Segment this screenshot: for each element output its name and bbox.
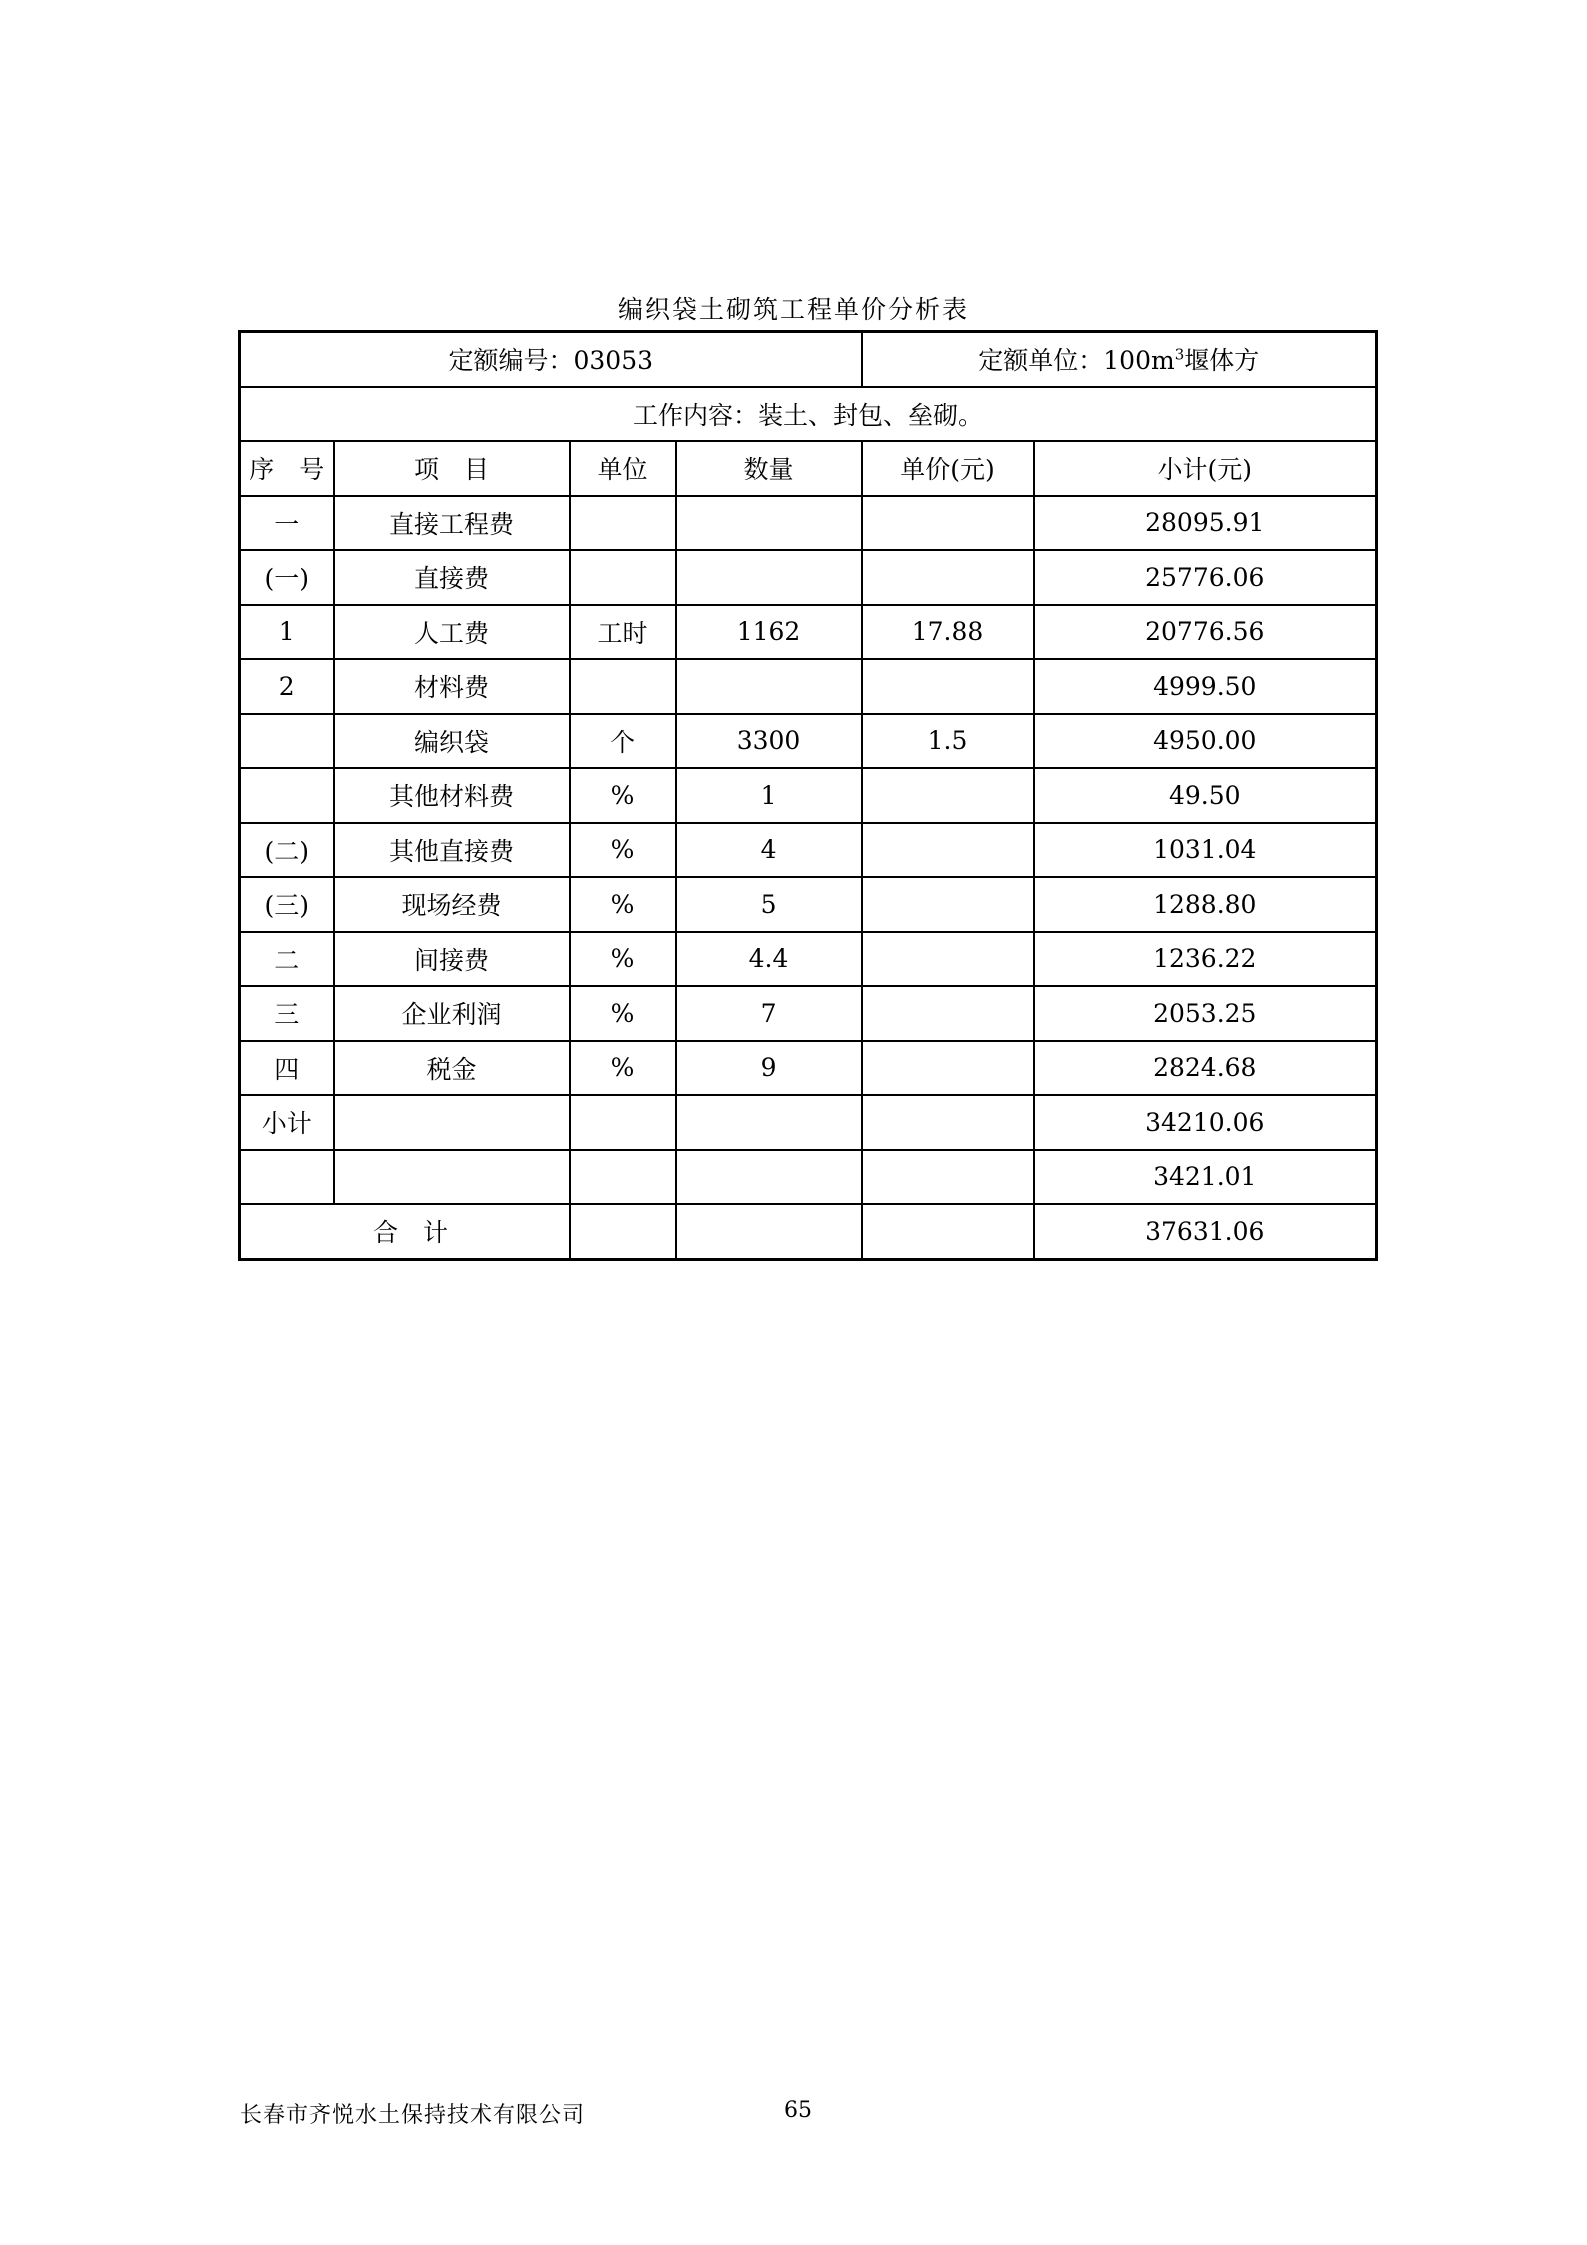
subtotal-cell: 2053.25: [1034, 986, 1377, 1041]
qty-cell: 5: [676, 877, 862, 932]
qty-cell: 1162: [676, 605, 862, 660]
unit-cell: [570, 659, 676, 714]
subtotal-cell: 3421.01: [1034, 1150, 1377, 1205]
item-cell: 其他直接费: [334, 823, 570, 878]
item-cell: 直接费: [334, 550, 570, 605]
subtotal-cell: 4999.50: [1034, 659, 1377, 714]
item-cell: 编织袋: [334, 714, 570, 769]
subtotal-cell: 4950.00: [1034, 714, 1377, 769]
qty-cell: 4.4: [676, 932, 862, 987]
quota-unit-suffix: 堰体方: [1184, 346, 1260, 376]
item-cell: 企业利润: [334, 986, 570, 1041]
unit-price-analysis-table: [238, 330, 1378, 1261]
item-cell: 人工费: [334, 605, 570, 660]
unit-cell: 个: [570, 714, 676, 769]
subtotal-cell: 1031.04: [1034, 823, 1377, 878]
header-price: 单价(元): [862, 441, 1034, 496]
item-cell: 税金: [334, 1041, 570, 1096]
price-cell: [862, 823, 1034, 878]
table-row: [240, 605, 1377, 660]
seq-cell: (一): [240, 550, 334, 605]
seq-cell: [240, 714, 334, 769]
price-cell: [862, 550, 1034, 605]
table-row: [240, 1041, 1377, 1096]
footer-page-number: 65: [784, 2098, 812, 2123]
table-body: [240, 332, 1377, 1260]
seq-cell: [240, 1150, 334, 1205]
quota-info-row: [240, 332, 1377, 387]
total-subtotal-cell: 37631.06: [1034, 1204, 1377, 1259]
item-cell: 其他材料费: [334, 768, 570, 823]
item-cell: 材料费: [334, 659, 570, 714]
qty-cell: 9: [676, 1041, 862, 1096]
price-cell: [862, 1095, 1034, 1150]
total-unit-cell: [570, 1204, 676, 1259]
table-row: [240, 1095, 1377, 1150]
table-row: [240, 877, 1377, 932]
unit-cell: %: [570, 877, 676, 932]
price-cell: [862, 877, 1034, 932]
seq-cell: 四: [240, 1041, 334, 1096]
seq-cell: 一: [240, 496, 334, 551]
table-row: [240, 932, 1377, 987]
price-cell: [862, 1150, 1034, 1205]
quota-unit-superscript: 3: [1174, 345, 1185, 364]
price-cell: [862, 659, 1034, 714]
table-row: [240, 768, 1377, 823]
price-cell: [862, 986, 1034, 1041]
price-cell: [862, 1041, 1034, 1096]
price-cell: [862, 496, 1034, 551]
total-label-cell: 合 计: [240, 1204, 570, 1259]
seq-cell: 2: [240, 659, 334, 714]
total-price-cell: [862, 1204, 1034, 1259]
subtotal-cell: 20776.56: [1034, 605, 1377, 660]
item-cell: 间接费: [334, 932, 570, 987]
unit-cell: 工时: [570, 605, 676, 660]
item-cell: [334, 1095, 570, 1150]
unit-cell: %: [570, 823, 676, 878]
table-row: [240, 1150, 1377, 1205]
qty-cell: 7: [676, 986, 862, 1041]
seq-cell: 三: [240, 986, 334, 1041]
qty-cell: [676, 659, 862, 714]
unit-cell: %: [570, 1041, 676, 1096]
item-cell: 直接工程费: [334, 496, 570, 551]
qty-cell: [676, 1150, 862, 1205]
qty-cell: 3300: [676, 714, 862, 769]
table-title: 编织袋土砌筑工程单价分析表: [617, 295, 969, 324]
work-content-cell: 工作内容：装土、封包、垒砌。: [240, 387, 1377, 442]
qty-cell: 4: [676, 823, 862, 878]
table-row: [240, 823, 1377, 878]
subtotal-cell: 25776.06: [1034, 550, 1377, 605]
item-cell: 现场经费: [334, 877, 570, 932]
price-cell: 1.5: [862, 714, 1034, 769]
table-row: [240, 496, 1377, 551]
price-cell: 17.88: [862, 605, 1034, 660]
header-qty: 数量: [676, 441, 862, 496]
subtotal-cell: 49.50: [1034, 768, 1377, 823]
quota-number-cell: 定额编号：03053: [240, 332, 862, 387]
qty-cell: [676, 550, 862, 605]
unit-cell: %: [570, 932, 676, 987]
header-item: 项 目: [334, 441, 570, 496]
total-qty-cell: [676, 1204, 862, 1259]
subtotal-cell: 1288.80: [1034, 877, 1377, 932]
header-row: [240, 441, 1377, 496]
subtotal-cell: 28095.91: [1034, 496, 1377, 551]
price-cell: [862, 932, 1034, 987]
header-seq: 序 号: [240, 441, 334, 496]
unit-cell: [570, 1150, 676, 1205]
table-row: [240, 986, 1377, 1041]
table-row: [240, 550, 1377, 605]
quota-unit-cell: [862, 332, 1377, 387]
unit-cell: [570, 1095, 676, 1150]
table-row: [240, 659, 1377, 714]
header-subtotal: 小计(元): [1034, 441, 1377, 496]
work-content-row: [240, 387, 1377, 442]
total-row: [240, 1204, 1377, 1259]
subtotal-cell: 2824.68: [1034, 1041, 1377, 1096]
seq-cell: [240, 768, 334, 823]
seq-cell: 小计: [240, 1095, 334, 1150]
subtotal-cell: 34210.06: [1034, 1095, 1377, 1150]
quota-unit-prefix: 定额单位：100m: [978, 346, 1175, 376]
qty-cell: 1: [676, 768, 862, 823]
qty-cell: [676, 496, 862, 551]
seq-cell: 1: [240, 605, 334, 660]
header-unit: 单位: [570, 441, 676, 496]
footer-company-name: 长春市齐悦水土保持技术有限公司: [240, 2103, 586, 2128]
seq-cell: (三): [240, 877, 334, 932]
unit-cell: %: [570, 768, 676, 823]
price-cell: [862, 768, 1034, 823]
subtotal-cell: 1236.22: [1034, 932, 1377, 987]
unit-cell: [570, 496, 676, 551]
table-row: [240, 714, 1377, 769]
unit-cell: [570, 550, 676, 605]
unit-cell: %: [570, 986, 676, 1041]
seq-cell: (二): [240, 823, 334, 878]
seq-cell: 二: [240, 932, 334, 987]
qty-cell: [676, 1095, 862, 1150]
item-cell: [334, 1150, 570, 1205]
